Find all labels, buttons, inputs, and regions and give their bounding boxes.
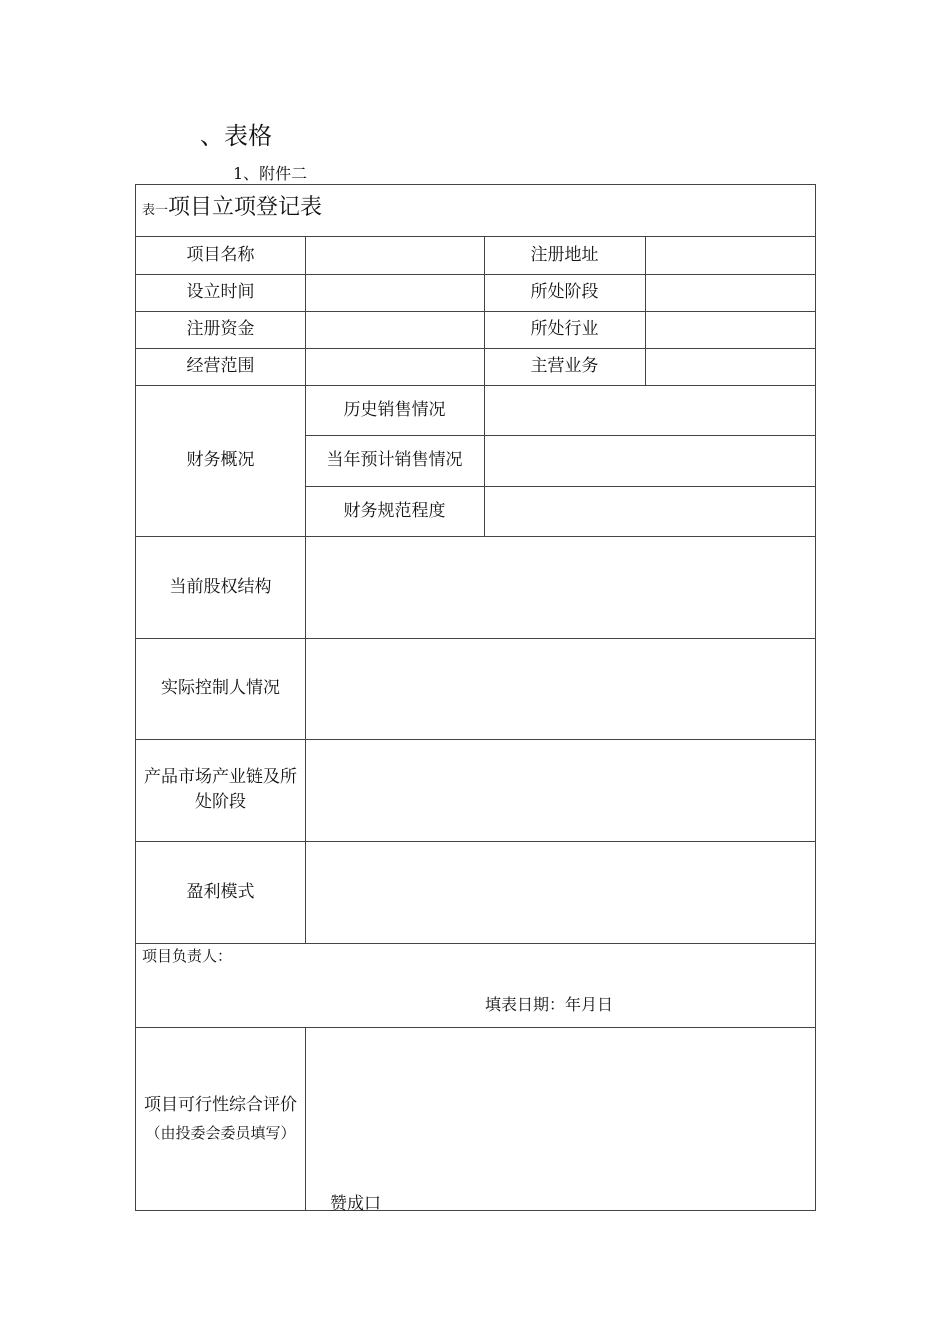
registration-form	[135, 184, 816, 1214]
label-evaluation-note: （由投委会委员填写）	[145, 1124, 296, 1143]
field-feasibility-evaluation[interactable]	[305, 1027, 815, 1210]
label-finance-standardization: 财务规范程度	[343, 500, 446, 521]
label-fill-date: 填表日期：年月日	[485, 995, 614, 1014]
form-title-main: 项目立项登记表	[168, 195, 323, 220]
field-profit-model[interactable]	[305, 841, 815, 943]
field-forecast-sales[interactable]	[484, 435, 815, 486]
label-registered-address: 注册地址	[530, 244, 599, 265]
label-profit-model: 盈利模式	[186, 881, 255, 902]
vote-approve-checkbox[interactable]: 赞成口	[330, 1194, 381, 1214]
label-established-time: 设立时间	[186, 282, 255, 303]
field-history-sales[interactable]	[484, 385, 815, 435]
label-history-sales: 历史销售情况	[343, 399, 446, 420]
label-project-manager: 项目负责人：	[142, 947, 233, 965]
field-main-business[interactable]	[645, 348, 815, 385]
evaluation-label-cell	[136, 1027, 305, 1210]
label-market-chain: 产品市场产业链及所处阶段	[144, 767, 297, 812]
field-finance-standardization[interactable]	[484, 486, 815, 536]
sub-heading: 1、附件二	[233, 164, 308, 183]
label-finance-overview: 财务概况	[186, 450, 255, 471]
field-industry[interactable]	[645, 311, 815, 348]
label-industry: 所处行业	[530, 319, 599, 340]
label-equity-structure: 当前股权结构	[169, 576, 272, 597]
label-forecast-sales: 当年预计销售情况	[326, 450, 463, 471]
field-registered-capital[interactable]	[305, 311, 484, 348]
field-project-name[interactable]	[305, 236, 484, 274]
label-business-scope: 经营范围	[186, 356, 255, 377]
label-actual-controller: 实际控制人情况	[161, 678, 280, 699]
label-current-stage: 所处阶段	[530, 282, 599, 303]
form-title	[142, 185, 322, 221]
section-heading: 、表格	[200, 122, 272, 150]
field-current-stage[interactable]	[645, 274, 815, 311]
row-divider	[136, 943, 815, 944]
field-established-time[interactable]	[305, 274, 484, 311]
label-main-business: 主营业务	[530, 356, 599, 377]
field-business-scope[interactable]	[305, 348, 484, 385]
label-registered-capital: 注册资金	[186, 319, 255, 340]
form-title-prefix: 表一	[142, 203, 169, 218]
field-actual-controller[interactable]	[305, 638, 815, 739]
field-market-chain[interactable]	[305, 739, 815, 841]
field-registered-address[interactable]	[645, 236, 815, 274]
label-feasibility-evaluation: 项目可行性综合评价	[144, 1095, 297, 1116]
field-equity-structure[interactable]	[305, 536, 815, 638]
label-project-name: 项目名称	[186, 244, 255, 265]
